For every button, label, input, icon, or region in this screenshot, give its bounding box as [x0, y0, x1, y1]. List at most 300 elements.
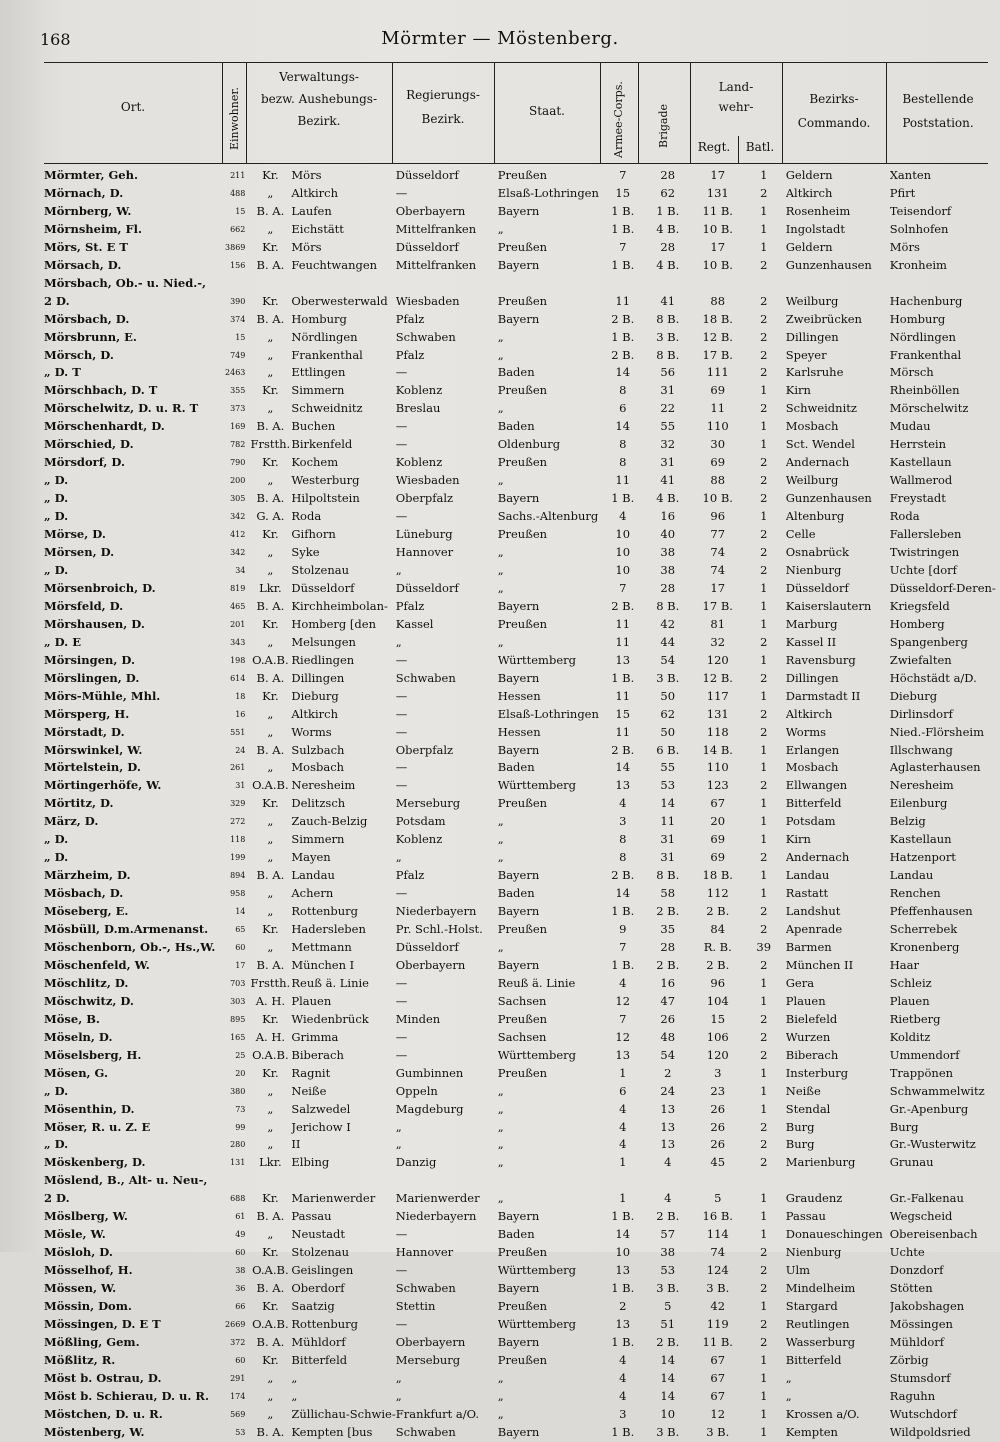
cell-brigade: 4	[664, 1191, 672, 1206]
cell-einwohner: 165	[230, 1032, 246, 1042]
cell-armee-corps: 11	[615, 724, 631, 739]
cell-poststation: Rheinböllen	[889, 383, 960, 398]
cell-staat: Bayern	[497, 957, 540, 972]
cell-verwaltung-typ: O.A.B.	[252, 1047, 289, 1062]
cell-brigade: 13	[660, 1101, 676, 1116]
gazetteer-table	[44, 167, 996, 1442]
header-bezirkscommando: Bezirks- Commando.	[797, 92, 871, 130]
table-row	[44, 1029, 996, 1047]
cell-bezirkscommando: Ravensburg	[785, 652, 856, 667]
cell-staat: Hessen	[497, 688, 541, 703]
cell-landwehr-regt: 16 B.	[702, 1209, 733, 1224]
cell-landwehr-regt: 106	[706, 1029, 729, 1044]
cell-landwehr-regt: R. B.	[703, 939, 732, 954]
cell-armee-corps: 8	[619, 455, 627, 470]
cell-verwaltung-typ: Kr.	[262, 796, 279, 811]
cell-staat: Bayern	[497, 203, 540, 218]
cell-einwohner: 662	[230, 224, 246, 234]
cell-landwehr-batl: 2	[760, 401, 768, 416]
cell-poststation: Kastellaun	[889, 832, 952, 847]
cell-landwehr-batl: 1	[760, 1370, 768, 1385]
cell-staat: Sachs.-Altenburg	[497, 509, 599, 524]
cell-poststation: Dieburg	[889, 688, 938, 703]
cell-einwohner: 303	[230, 996, 246, 1006]
cell-ort: Mörsingen, D.	[44, 652, 135, 667]
cell-einwohner: 15	[235, 332, 246, 342]
cell-ort: Möselsberg, H.	[44, 1047, 142, 1062]
cell-landwehr-regt: 32	[710, 634, 726, 649]
cell-verwaltung-bezirk: Neustadt	[291, 1227, 346, 1242]
cell-ort: Mörsfeld, D.	[44, 598, 124, 613]
cell-brigade: 8 B.	[656, 868, 680, 883]
cell-landwehr-batl: 1	[760, 616, 768, 631]
cell-landwehr-batl: 1	[760, 383, 768, 398]
cell-armee-corps: 7	[619, 1011, 627, 1026]
cell-ort: „ D.	[44, 509, 69, 524]
table-row	[44, 400, 996, 418]
cell-regierungsbezirk: „	[395, 634, 402, 649]
cell-poststation: Mühldorf	[889, 1334, 945, 1349]
table-row	[44, 813, 996, 831]
cell-armee-corps: 10	[615, 527, 631, 542]
cell-landwehr-regt: 120	[706, 1047, 729, 1062]
cell-landwehr-regt: 30	[710, 437, 726, 452]
cell-verwaltung-bezirk: Jerichow I	[291, 1119, 351, 1134]
cell-landwehr-batl: 1	[760, 1299, 768, 1314]
cell-staat: Preußen	[497, 455, 548, 470]
cell-poststation: Hatzenport	[889, 850, 956, 865]
cell-verwaltung-typ: „	[267, 832, 274, 847]
cell-bezirkscommando: Karlsruhe	[785, 365, 844, 380]
cell-bezirkscommando: Osnabrück	[785, 545, 850, 560]
cell-armee-corps: 7	[619, 939, 627, 954]
cell-staat: „	[497, 401, 504, 416]
cell-poststation: Aglasterhausen	[889, 760, 981, 775]
table-row	[44, 993, 996, 1011]
cell-ort: Möschwitz, D.	[44, 993, 134, 1008]
cell-staat: „	[497, 1119, 504, 1134]
cell-armee-corps: 14	[615, 760, 631, 775]
cell-landwehr-regt: 18 B.	[702, 868, 733, 883]
cell-verwaltung-typ: „	[267, 904, 274, 919]
cell-landwehr-regt: 124	[706, 1263, 729, 1278]
cell-verwaltung-bezirk: Simmern	[291, 832, 345, 847]
cell-verwaltung-typ: Kr.	[262, 455, 279, 470]
cell-regierungsbezirk: „	[395, 850, 402, 865]
table-row	[44, 724, 996, 742]
cell-bezirkscommando	[786, 1172, 890, 1190]
cell-bezirkscommando: Celle	[785, 527, 816, 542]
cell-armee-corps: 11	[615, 473, 631, 488]
header-poststation: Bestellende Poststation.	[902, 92, 974, 130]
cell-regierungsbezirk: Schwaben	[395, 1281, 456, 1296]
cell-verwaltung-bezirk: Rottenburg	[291, 1317, 359, 1331]
cell-brigade: 4 B.	[656, 491, 680, 506]
cell-einwohner: 614	[230, 673, 246, 683]
cell-landwehr-batl: 1	[760, 975, 768, 990]
cell-ort: Mörsen, D.	[44, 545, 115, 560]
table-row	[44, 598, 996, 616]
table-row	[44, 957, 996, 975]
cell-landwehr-regt: 42	[710, 1299, 726, 1314]
cell-landwehr-batl: 1	[760, 796, 768, 811]
cell-landwehr-batl: 1	[760, 580, 768, 595]
table-row	[44, 1406, 996, 1424]
cell-bezirkscommando: Ellwangen	[785, 778, 848, 793]
cell-verwaltung-typ: Kr.	[262, 1011, 279, 1026]
cell-regierungsbezirk: Niederbayern	[395, 904, 477, 919]
cell-ort: Mößling, Gem.	[44, 1334, 140, 1349]
cell-landwehr-batl: 2	[760, 473, 768, 488]
cell-poststation: Höchstädt a/D.	[889, 670, 977, 685]
cell-verwaltung-bezirk: Altkirch	[291, 185, 338, 200]
cell-armee-corps: 1 B.	[611, 1209, 635, 1224]
cell-verwaltung-bezirk: Gifhorn	[291, 527, 336, 542]
cell-staat: Baden	[497, 1227, 535, 1242]
cell-regierungsbezirk: —	[395, 724, 408, 739]
cell-landwehr-batl: 2	[760, 1317, 768, 1331]
cell-poststation: Düsseldorf-Deren-	[889, 580, 996, 595]
cell-landwehr-regt: 12 B.	[702, 329, 733, 344]
cell-staat: Preußen	[497, 168, 548, 182]
cell-brigade: 47	[660, 993, 676, 1008]
cell-verwaltung-typ: Kr.	[262, 1191, 279, 1206]
cell-ort: Möst b. Ostrau, D.	[44, 1370, 162, 1385]
cell-bezirkscommando: Kaiserslautern	[785, 598, 872, 613]
cell-poststation: Gr.-Apenburg	[889, 1101, 969, 1116]
cell-regierungsbezirk: Niederbayern	[395, 1209, 477, 1224]
cell-brigade: 4 B.	[656, 257, 680, 272]
cell-staat: Bayern	[497, 868, 540, 883]
cell-einwohner: 24	[235, 745, 246, 755]
table-row	[44, 616, 996, 634]
cell-ort: Mörsbrunn, E.	[44, 329, 137, 344]
cell-landwehr-batl: 2	[760, 724, 768, 739]
cell-landwehr-regt: 131	[706, 185, 729, 200]
cell-staat: Preußen	[497, 922, 548, 937]
cell-regierungsbezirk: Koblenz	[395, 383, 443, 398]
cell-verwaltung-bezirk: Frankenthal	[291, 347, 363, 362]
cell-einwohner: 174	[230, 1391, 246, 1401]
cell-landwehr-regt	[694, 1172, 742, 1190]
cell-bezirkscommando: Graudenz	[785, 1191, 843, 1206]
cell-landwehr-regt: 45	[710, 1155, 726, 1170]
cell-landwehr-batl: 2	[760, 1137, 768, 1152]
cell-poststation: Illschwang	[889, 742, 953, 757]
cell-regierungsbezirk: Oppeln	[395, 1083, 438, 1098]
cell-regierungsbezirk: Oberbayern	[395, 957, 466, 972]
cell-brigade: 38	[660, 562, 676, 577]
table-row	[44, 885, 996, 903]
cell-einwohner: 342	[230, 548, 246, 558]
cell-bezirkscommando: Mosbach	[785, 760, 839, 775]
cell-landwehr-regt: 17	[710, 168, 726, 182]
cell-landwehr-batl: 1	[760, 652, 768, 667]
cell-landwehr-batl: 2	[760, 365, 768, 380]
table-row	[44, 490, 996, 508]
cell-verwaltung-typ: Kr.	[262, 1352, 279, 1367]
table-row	[44, 454, 996, 472]
table-row	[44, 436, 996, 454]
cell-bezirkscommando: Passau	[785, 1209, 826, 1224]
cell-verwaltung-bezirk: München I	[291, 957, 355, 972]
cell-regierungsbezirk: Minden	[395, 1011, 441, 1026]
cell-ort: Mößlitz, R.	[44, 1352, 116, 1367]
cell-verwaltung-typ: B. A.	[256, 868, 285, 883]
cell-regierungsbezirk: Kassel	[395, 616, 434, 631]
cell-verwaltung-bezirk: Oberwesterwald	[291, 293, 388, 308]
cell-einwohner: 65	[235, 925, 246, 935]
cell-armee-corps: 2	[619, 1299, 627, 1314]
cell-staat	[498, 1172, 604, 1190]
cell-einwohner: 73	[235, 1104, 246, 1114]
cell-armee-corps: 14	[615, 365, 631, 380]
cell-regierungsbezirk: Wiesbaden	[395, 293, 460, 308]
cell-bezirkscommando: Geldern	[785, 239, 833, 254]
cell-staat: „	[497, 814, 504, 829]
cell-landwehr-batl: 2	[760, 1029, 768, 1044]
cell-staat: Baden	[497, 365, 535, 380]
table-row	[44, 1334, 996, 1352]
cell-landwehr-batl: 1	[760, 993, 768, 1008]
cell-landwehr-batl: 2	[760, 455, 768, 470]
cell-staat: „	[497, 580, 504, 595]
cell-brigade: 53	[660, 1263, 676, 1278]
cell-verwaltung-bezirk: Dillingen	[291, 670, 345, 685]
cell-einwohner: 2463	[225, 368, 246, 378]
table-row	[44, 1208, 996, 1226]
cell-poststation: Wutschdorf	[889, 1406, 957, 1421]
cell-verwaltung-bezirk: Mayen	[291, 850, 331, 865]
table-row	[44, 257, 996, 275]
cell-verwaltung-typ: „	[267, 1370, 274, 1385]
cell-landwehr-batl: 1	[760, 832, 768, 847]
cell-armee-corps: 1 B.	[611, 491, 635, 506]
cell-landwehr-batl: 2	[760, 850, 768, 865]
column-rule	[222, 62, 223, 163]
cell-brigade: 11	[660, 814, 676, 829]
cell-armee-corps: 1 B.	[611, 904, 635, 919]
cell-regierungsbezirk: —	[395, 706, 408, 721]
cell-regierungsbezirk: Stettin	[395, 1299, 436, 1314]
cell-poststation: Kriegsfeld	[889, 598, 950, 613]
cell-verwaltung-bezirk: Neresheim	[291, 778, 356, 793]
cell-landwehr-regt: 12 B.	[702, 670, 733, 685]
cell-staat: Preußen	[497, 239, 548, 254]
cell-poststation: Solnhofen	[889, 221, 949, 236]
cell-verwaltung-bezirk: Oberdorf	[291, 1281, 345, 1296]
cell-landwehr-batl: 39	[756, 939, 772, 954]
cell-bezirkscommando: Bielefeld	[785, 1011, 838, 1026]
cell-poststation: Xanten	[889, 168, 932, 182]
cell-armee-corps: 4	[619, 1352, 627, 1367]
cell-regierungsbezirk: Marienwerder	[395, 1191, 480, 1206]
cell-regierungsbezirk: Koblenz	[395, 832, 443, 847]
cell-landwehr-batl: 2	[760, 545, 768, 560]
cell-regierungsbezirk: —	[395, 778, 408, 793]
cell-regierungsbezirk: Mittelfranken	[395, 221, 477, 236]
cell-verwaltung-typ: „	[267, 850, 274, 865]
cell-verwaltung-bezirk: Mosbach	[291, 760, 345, 775]
cell-ort: Mörsach, D.	[44, 257, 122, 272]
cell-brigade: 32	[660, 437, 676, 452]
cell-armee-corps: 1 B.	[611, 1281, 635, 1296]
cell-verwaltung-typ: „	[267, 760, 274, 775]
cell-verwaltung-bezirk: „	[291, 1388, 298, 1403]
cell-verwaltung-bezirk: Marienwerder	[291, 1191, 376, 1206]
cell-bezirkscommando: Kempten	[785, 1424, 838, 1439]
cell-poststation: Homburg	[889, 311, 946, 326]
table-row	[44, 1352, 996, 1370]
cell-verwaltung-bezirk: Stolzenau	[291, 562, 350, 577]
cell-bezirkscommando: Dillingen	[785, 670, 839, 685]
cell-poststation: Nördlingen	[889, 329, 956, 344]
cell-einwohner: 272	[230, 817, 246, 827]
cell-verwaltung-typ: „	[267, 545, 274, 560]
cell-bezirkscommando: Kirn	[785, 832, 811, 847]
cell-regierungsbezirk: Pr. Schl.-Holst.	[395, 922, 483, 937]
cell-verwaltung-typ: Kr.	[262, 1065, 279, 1080]
cell-poststation: Renchen	[889, 886, 941, 901]
cell-einwohner: 2669	[225, 1320, 246, 1329]
cell-verwaltung-bezirk: Schweidnitz	[291, 401, 363, 416]
cell-bezirkscommando: Kassel II	[785, 634, 837, 649]
cell-bezirkscommando: Rastatt	[785, 886, 829, 901]
cell-brigade: 3 B.	[656, 670, 680, 685]
table-row	[44, 1101, 996, 1119]
cell-armee-corps: 1 B.	[611, 257, 635, 272]
cell-ort: „ D.	[44, 850, 69, 865]
cell-regierungsbezirk: —	[395, 1317, 408, 1331]
cell-poststation: Rietberg	[889, 1011, 941, 1026]
cell-landwehr-batl: 2	[760, 1281, 768, 1296]
cell-regierungsbezirk: Schwaben	[395, 329, 456, 344]
cell-bezirkscommando: Zweibrücken	[785, 311, 862, 326]
cell-staat: Preußen	[497, 293, 548, 308]
cell-verwaltung-typ: Frstth.	[250, 975, 291, 990]
cell-landwehr-regt: 104	[706, 993, 729, 1008]
cell-verwaltung-typ: Kr.	[262, 383, 279, 398]
cell-bezirkscommando: Neiße	[785, 1083, 821, 1098]
cell-einwohner: 790	[230, 458, 246, 468]
cell-ort: Märzheim, D.	[44, 868, 131, 883]
cell-brigade: 2 B.	[656, 904, 680, 919]
cell-poststation: Schwammelwitz	[889, 1083, 985, 1098]
cell-ort: Möskenberg, D.	[44, 1155, 146, 1170]
cell-verwaltung-bezirk: Westerburg	[291, 473, 360, 488]
cell-landwehr-batl: 2	[760, 778, 768, 793]
cell-brigade: 3 B.	[656, 1424, 680, 1439]
cell-regierungsbezirk: Pfalz	[395, 598, 425, 613]
header-armee-corps: Armee-Corps.	[612, 81, 625, 158]
cell-regierungsbezirk: Düsseldorf	[395, 239, 459, 254]
table-row	[44, 777, 996, 795]
cell-verwaltung-typ: „	[267, 1119, 274, 1134]
cell-regierungsbezirk: Potsdam	[395, 814, 446, 829]
header-ort: Ort.	[120, 100, 146, 114]
cell-bezirkscommando: Marburg	[785, 616, 838, 631]
cell-regierungsbezirk: Düsseldorf	[395, 580, 459, 595]
cell-poststation: Wildpoldsried	[889, 1424, 971, 1439]
cell-poststation: Gr.-Wusterwitz	[889, 1137, 976, 1152]
table-row	[44, 688, 996, 706]
cell-landwehr-regt: 77	[710, 527, 726, 542]
cell-verwaltung-bezirk: Reuß ä. Linie	[291, 975, 369, 990]
cell-verwaltung-bezirk: Elbing	[291, 1155, 330, 1170]
cell-ort: Möst b. Schierau, D. u. R.	[44, 1388, 209, 1403]
cell-einwohner: 894	[230, 871, 246, 881]
cell-verwaltung-bezirk: Salzwedel	[291, 1101, 351, 1116]
cell-brigade: 55	[660, 760, 676, 775]
cell-armee-corps: 6	[619, 401, 627, 416]
cell-verwaltung-bezirk: Feuchtwangen	[291, 257, 378, 272]
cell-ort: Mörtingerhöfe, W.	[44, 778, 162, 793]
cell-staat: Elsaß-Lothringen	[497, 706, 599, 721]
cell-brigade: 28	[660, 939, 676, 954]
cell-poststation: Haar	[889, 957, 919, 972]
cell-verwaltung-bezirk: Nördlingen	[291, 329, 358, 344]
cell-verwaltung-typ: A. H.	[255, 993, 286, 1008]
cell-poststation: Herrstein	[889, 437, 946, 452]
cell-verwaltung-bezirk: Düsseldorf	[291, 580, 355, 595]
cell-bezirkscommando: Stargard	[785, 1299, 838, 1314]
cell-verwaltung-bezirk: Worms	[291, 724, 332, 739]
cell-verwaltung-typ: „	[267, 1083, 274, 1098]
cell-armee-corps: 1 B.	[611, 1424, 635, 1439]
cell-staat: Bayern	[497, 670, 540, 685]
cell-bezirkscommando: Andernach	[785, 455, 850, 470]
cell-verwaltung-typ: „	[267, 221, 274, 236]
cell-einwohner: 118	[230, 835, 246, 845]
cell-staat: „	[497, 473, 504, 488]
header-staat: Staat.	[529, 104, 565, 118]
cell-landwehr-regt: 123	[706, 778, 729, 793]
cell-brigade: 31	[660, 455, 676, 470]
cell-landwehr-regt: 118	[706, 724, 729, 739]
cell-landwehr-batl: 1	[760, 598, 768, 613]
cell-staat: Reuß ä. Linie	[497, 975, 576, 990]
cell-staat: Bayern	[497, 904, 540, 919]
cell-staat: „	[497, 221, 504, 236]
cell-brigade: 55	[660, 419, 676, 434]
column-rule	[638, 62, 639, 163]
cell-regierungsbezirk: Merseburg	[395, 796, 461, 811]
cell-bezirkscommando: Gera	[785, 975, 815, 990]
cell-verwaltung-bezirk: Saatzig	[291, 1299, 335, 1314]
cell-bezirkscommando: Bitterfeld	[785, 1352, 842, 1367]
cell-ort: Mörshausen, D.	[44, 616, 145, 631]
cell-armee-corps: 4	[619, 975, 627, 990]
cell-regierungsbezirk: „	[395, 1137, 402, 1152]
cell-landwehr-regt: 3 B.	[706, 1281, 730, 1296]
table-row	[44, 364, 996, 382]
cell-verwaltung-typ: O.A.B.	[252, 778, 289, 793]
cell-verwaltung-bezirk: Melsungen	[291, 634, 356, 649]
cell-verwaltung-typ: „	[267, 329, 274, 344]
cell-bezirkscommando: Worms	[785, 724, 827, 739]
cell-armee-corps: 11	[615, 616, 631, 631]
cell-brigade: 4	[664, 1155, 672, 1170]
cell-regierungsbezirk: Hannover	[395, 1245, 454, 1260]
cell-einwohner: 61	[235, 1212, 246, 1222]
cell-armee-corps: 13	[615, 1317, 631, 1331]
cell-landwehr-batl: 1	[760, 437, 768, 452]
cell-brigade: 62	[660, 185, 676, 200]
cell-brigade: 13	[660, 1119, 676, 1134]
cell-landwehr-batl: 2	[760, 1119, 768, 1134]
cell-ort: Mössen, W.	[44, 1281, 117, 1296]
table-row	[44, 1262, 996, 1280]
